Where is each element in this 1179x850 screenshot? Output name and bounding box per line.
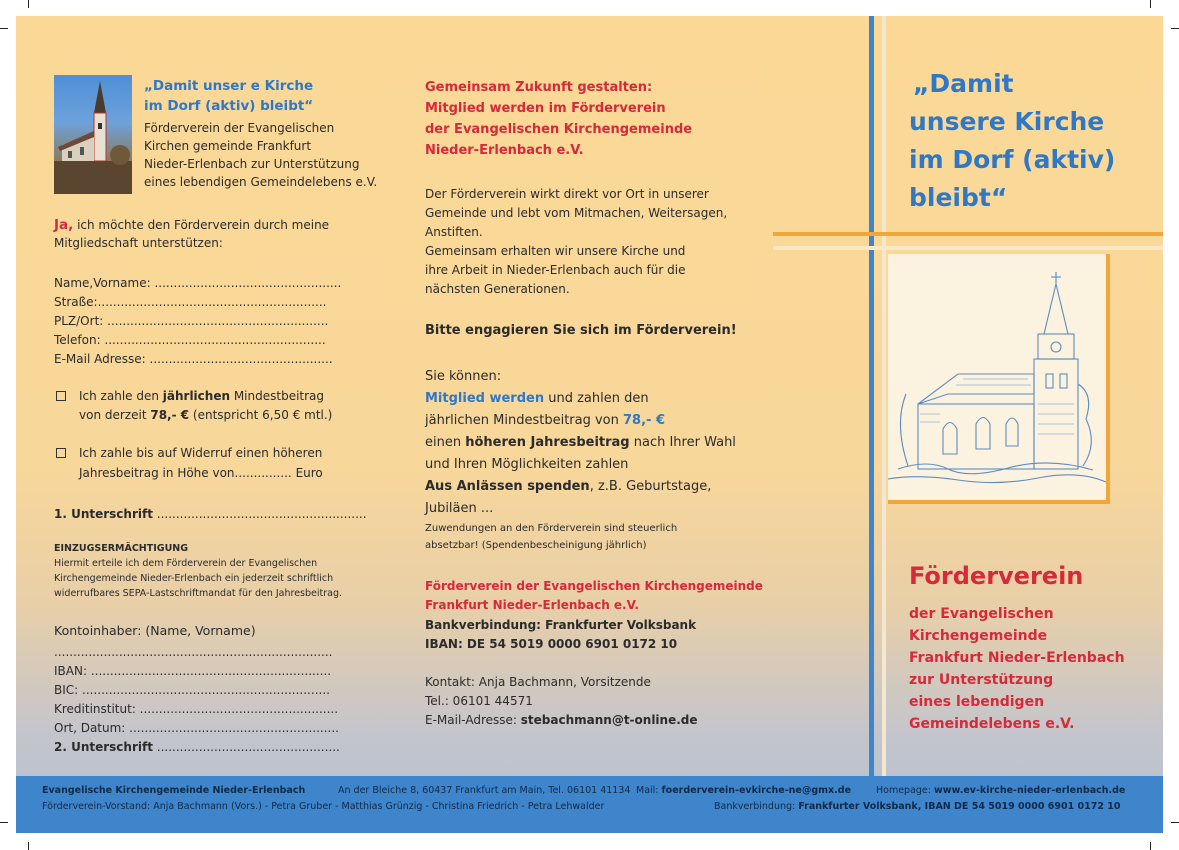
crop-mark — [28, 842, 29, 850]
contact-email-link[interactable]: stebachmann@t-online.de — [520, 713, 698, 727]
footer-bank-label: Bankverbindung: — [714, 801, 799, 812]
postcode-city-field[interactable]: PLZ/Ort: .......................................................... — [54, 314, 329, 328]
horizontal-accent-line — [773, 232, 1163, 236]
org-name-line: Frankfurt Nieder-Erlenbach e.V. — [425, 598, 639, 612]
cover-title-line: bleibt“ — [909, 183, 1008, 212]
tax-note-line: absetzbar! (Spendenbescheinigung jährlich) — [425, 540, 647, 551]
contact-email — [425, 711, 698, 729]
footer-parish-name: Evangelische Kirchengemeinde Nieder-Erlenbach — [42, 785, 306, 796]
church-sketch-frame — [888, 254, 1110, 504]
panel1-heading-line2: im Dorf (aktiv) bleibt“ — [144, 98, 314, 114]
street-field[interactable]: Straße:............................................................ — [54, 295, 327, 309]
place-date-field[interactable]: Ort, Datum: ....................................................... — [54, 721, 339, 735]
panel2-heading-line: der Evangelischen Kirchengemeinde — [425, 122, 693, 137]
footer-homepage — [876, 783, 1125, 798]
footer-bank — [714, 799, 1120, 814]
panel1-heading-line1: „Damit unser e Kirche — [144, 78, 314, 94]
option-text-bold: jährlichen — [162, 389, 231, 403]
cover-title-line: unsere Kirche — [909, 107, 1105, 136]
cover-title-line: im Dorf (aktiv) — [909, 145, 1116, 174]
panel2-heading-line: Gemeinsam Zukunft gestalten: — [425, 80, 653, 95]
footer-mail-label: Mail: — [636, 785, 662, 796]
footer-board-members: Förderverein-Vorstand: Anja Bachmann (Vors.) - Petra Gruber - Matthias Grünzig - Christina Friedrich - Petra Lehwalder — [42, 801, 605, 812]
cover-org-line: Gemeindelebens e.V. — [909, 716, 1075, 732]
option-annual-minimum — [79, 387, 324, 405]
bank-iban: IBAN: DE 54 5019 0000 6901 0172 10 — [425, 637, 678, 651]
bank-institute-field[interactable]: Kreditinstitut: .................................................... — [54, 702, 339, 716]
tax-note-line: Zuwendungen an den Förderverein sind steuerlich — [425, 523, 678, 534]
cover-org-line: zur Unterstützung — [909, 672, 1054, 688]
can-text: nach Ihrer Wahl — [629, 435, 736, 450]
sepa-title: EINZUGSERMÄCHTIGUNG — [54, 543, 189, 554]
panel2-heading-line: Mitglied werden im Förderverein — [425, 101, 666, 116]
can-text: einen — [425, 435, 466, 450]
option-higher-contribution: Ich zahle bis auf Widerruf einen höheren — [79, 446, 323, 460]
crop-mark — [1171, 28, 1179, 29]
footer-bank-details: Frankfurter Volksbank, IBAN DE 54 5019 0000 6901 0172 10 — [798, 801, 1121, 812]
can-item-donate — [425, 476, 711, 498]
can-amount: 78,- € — [623, 413, 666, 428]
sepa-text-line: widerrufbares SEPA-Lastschriftmandat für den Jahresbeitrag. — [54, 588, 343, 599]
account-holder-field[interactable]: ......................................................................... — [54, 645, 333, 659]
church-sketch-illustration — [888, 254, 1106, 500]
panel1-intro-line: Nieder-Erlenbach zur Unterstützung — [144, 157, 360, 171]
sepa-text-line: Hiermit erteile ich dem Förderverein der Evangelischen — [54, 558, 318, 569]
first-signature-label: 1. Unterschrift — [54, 507, 153, 521]
panel1-intro-line: Kirchen gemeinde Frankfurt — [144, 139, 312, 153]
cover-org-line: eines lebendigen — [909, 694, 1045, 710]
can-text: , z.B. Geburtstage, — [589, 479, 712, 494]
crop-mark — [1150, 0, 1151, 8]
option-text: (entspricht 6,50 € mtl.) — [189, 408, 333, 422]
ja-word: Ja, — [54, 217, 74, 233]
panel2-paragraph-line: Gemeinde und lebt vom Mitmachen, Weitersagen, — [425, 206, 728, 220]
can-item-higher-line2: und Ihren Möglichkeiten zahlen — [425, 457, 629, 472]
option-text: Ich zahle den — [79, 389, 163, 403]
org-name-line: Förderverein der Evangelischen Kirchengemeinde — [425, 579, 763, 593]
panel2-paragraph-line: nächsten Generationen. — [425, 282, 570, 296]
panel2-paragraph-line: Gemeinsam erhalten wir unsere Kirche und — [425, 244, 686, 258]
footer-mail — [636, 783, 851, 798]
option-annual-minimum-line2 — [79, 406, 332, 424]
email-field[interactable]: E-Mail Adresse: ................................................ — [54, 352, 333, 366]
phone-field[interactable]: Telefon: .......................................................... — [54, 333, 326, 347]
annual-minimum-checkbox[interactable] — [56, 391, 66, 401]
panel1-intro-line: eines lebendigen Gemeindelebens e.V. — [144, 175, 378, 189]
footer-address: An der Bleiche 8, 60437 Frankfurt am Main, Tel. 06101 41134 — [338, 785, 631, 796]
cover-org-line: Frankfurt Nieder-Erlenbach — [909, 650, 1125, 666]
contact-phone: Tel.: 06101 44571 — [425, 694, 533, 708]
cover-org-line: Kirchengemeinde — [909, 628, 1048, 644]
can-highlight: höheren Jahresbeitrag — [465, 435, 630, 450]
first-signature-line: ....................................................... — [152, 507, 367, 521]
crop-mark — [0, 28, 8, 29]
church-photo — [54, 75, 132, 194]
bank-connection: Bankverbindung: Frankfurter Volksbank — [425, 618, 697, 632]
cover-title-line: „Damit — [913, 69, 1014, 98]
option-higher-contribution-line2[interactable]: Jahresbeitrag in Höhe von............... Euro — [79, 466, 323, 480]
contact-email-label: E-Mail-Adresse: — [425, 713, 521, 727]
can-intro: Sie können: — [425, 369, 502, 384]
vertical-accent-line — [869, 16, 874, 776]
second-signature-label: 2. Unterschrift — [54, 740, 153, 754]
flyer-sheet — [16, 16, 1163, 833]
second-signature-field[interactable] — [54, 738, 340, 756]
crop-mark — [1150, 842, 1151, 850]
can-item-minimum — [425, 410, 665, 432]
cover-org-title: Förderverein — [909, 562, 1084, 590]
panel2-heading-line: Nieder-Erlenbach e.V. — [425, 143, 584, 158]
contact-person: Kontakt: Anja Bachmann, Vorsitzende — [425, 675, 651, 689]
can-highlight: Aus Anlässen spenden — [425, 479, 590, 494]
name-field[interactable]: Name,Vorname: ................................................. — [54, 276, 342, 290]
can-text: jährlichen Mindestbeitrag von — [425, 413, 624, 428]
second-signature-line: ................................................ — [152, 740, 340, 754]
can-highlight: Mitglied werden — [425, 391, 545, 406]
engagement-appeal: Bitte engagieren Sie sich im Förderverein! — [425, 323, 737, 338]
footer-homepage-link[interactable]: www.ev-kirche-nieder-erlenbach.de — [934, 785, 1126, 796]
panel1-intro-line: Förderverein der Evangelischen — [144, 121, 335, 135]
membership-statement-line2: Mitgliedschaft unterstützen: — [54, 236, 223, 250]
option-amount: 78,- € — [150, 408, 190, 422]
iban-field[interactable]: IBAN: ............................................................... — [54, 664, 332, 678]
membership-statement-text: ich möchte den Förderverein durch meine — [73, 218, 330, 232]
footer-mail-link[interactable]: foerderverein-evkirche-ne@gmx.de — [661, 785, 852, 796]
first-signature-field[interactable] — [54, 505, 367, 523]
can-text: und zahlen den — [544, 391, 649, 406]
can-item-higher — [425, 432, 736, 454]
membership-statement — [54, 216, 329, 234]
higher-contribution-checkbox[interactable] — [56, 448, 66, 458]
crop-mark — [0, 822, 8, 823]
bic-field[interactable]: BIC: ................................................................. — [54, 683, 330, 697]
panel2-paragraph-line: Anstiften. — [425, 225, 483, 239]
can-item-membership — [425, 388, 649, 410]
can-item-donate-line2: Jubiläen ... — [425, 501, 494, 516]
cover-org-line: der Evangelischen — [909, 606, 1054, 622]
footer-homepage-label: Homepage: — [876, 785, 935, 796]
horizontal-accent-line-light — [773, 246, 1163, 250]
panel2-paragraph-line: Der Förderverein wirkt direkt vor Ort in unserer — [425, 187, 709, 201]
vertical-accent-line-light — [882, 16, 886, 776]
option-text: Mindestbeitrag — [230, 389, 325, 403]
crop-mark — [1171, 822, 1179, 823]
panel2-paragraph-line: ihre Arbeit in Nieder-Erlenbach auch für die — [425, 263, 686, 277]
footer-bar — [16, 776, 1163, 833]
crop-mark — [28, 0, 29, 8]
option-text: von derzeit — [79, 408, 151, 422]
sepa-text-line: Kirchengemeinde Nieder-Erlenbach ein jederzeit schriftlich — [54, 573, 334, 584]
account-holder-label: Kontoinhaber: (Name, Vorname) — [54, 623, 256, 638]
